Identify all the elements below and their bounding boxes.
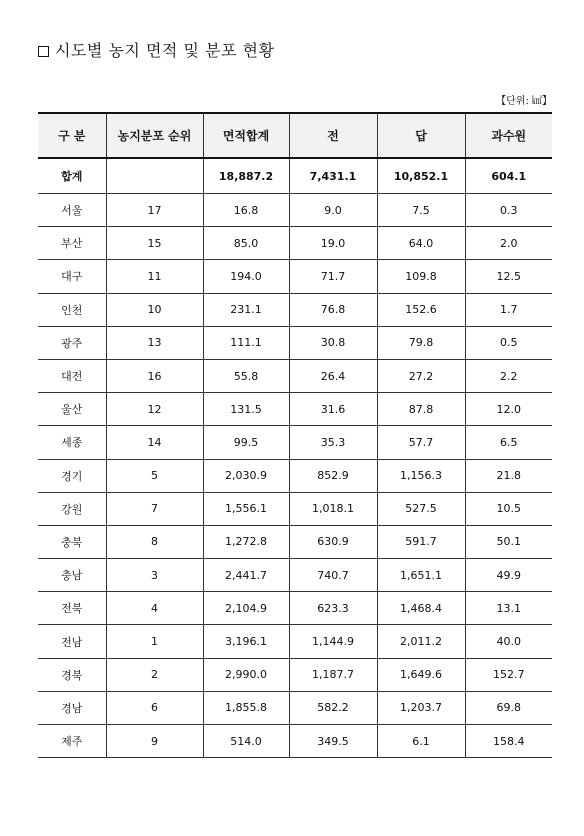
cell-area: 111.1 — [203, 326, 289, 359]
cell-region: 경남 — [38, 691, 106, 724]
cell-rank: 1 — [106, 625, 203, 658]
cell-region: 제주 — [38, 725, 106, 758]
table-row — [38, 393, 552, 426]
table-row — [38, 326, 552, 359]
cell-field: 740.7 — [289, 559, 377, 592]
cell-orchard: 6.5 — [465, 426, 552, 459]
cell-paddy: 57.7 — [377, 426, 465, 459]
cell-paddy: 1,651.1 — [377, 559, 465, 592]
cell-rank: 6 — [106, 691, 203, 724]
cell-field: 582.2 — [289, 691, 377, 724]
cell-orchard: 49.9 — [465, 559, 552, 592]
cell-region: 세종 — [38, 426, 106, 459]
header-area: 면적합계 — [203, 113, 289, 158]
cell-field: 349.5 — [289, 725, 377, 758]
table-row — [38, 194, 552, 227]
cell-field: 71.7 — [289, 260, 377, 293]
cell-rank: 5 — [106, 459, 203, 492]
cell-rank: 17 — [106, 194, 203, 227]
cell-area: 85.0 — [203, 227, 289, 260]
table-row — [38, 359, 552, 392]
cell-region: 부산 — [38, 227, 106, 260]
cell-field: 630.9 — [289, 525, 377, 558]
cell-orchard: 0.5 — [465, 326, 552, 359]
cell-field: 623.3 — [289, 592, 377, 625]
cell-rank — [106, 158, 203, 194]
cell-region: 충북 — [38, 525, 106, 558]
cell-field: 852.9 — [289, 459, 377, 492]
cell-area: 2,990.0 — [203, 658, 289, 691]
cell-area: 1,855.8 — [203, 691, 289, 724]
cell-field: 31.6 — [289, 393, 377, 426]
cell-region: 합계 — [38, 158, 106, 194]
cell-paddy: 6.1 — [377, 725, 465, 758]
cell-rank: 10 — [106, 293, 203, 326]
cell-paddy: 87.8 — [377, 393, 465, 426]
cell-orchard: 152.7 — [465, 658, 552, 691]
cell-rank: 4 — [106, 592, 203, 625]
cell-rank: 15 — [106, 227, 203, 260]
table-row — [38, 691, 552, 724]
cell-region: 서울 — [38, 194, 106, 227]
cell-rank: 9 — [106, 725, 203, 758]
cell-rank: 3 — [106, 559, 203, 592]
cell-paddy: 10,852.1 — [377, 158, 465, 194]
cell-region: 전남 — [38, 625, 106, 658]
cell-orchard: 0.3 — [465, 194, 552, 227]
cell-area: 16.8 — [203, 194, 289, 227]
cell-field: 19.0 — [289, 227, 377, 260]
cell-orchard: 21.8 — [465, 459, 552, 492]
total-row — [38, 158, 552, 194]
header-orchard: 과수원 — [465, 113, 552, 158]
cell-paddy: 1,468.4 — [377, 592, 465, 625]
cell-region: 대구 — [38, 260, 106, 293]
cell-region: 광주 — [38, 326, 106, 359]
cell-orchard: 69.8 — [465, 691, 552, 724]
cell-paddy: 1,649.6 — [377, 658, 465, 691]
cell-rank: 16 — [106, 359, 203, 392]
table-row — [38, 426, 552, 459]
header-region: 구 분 — [38, 113, 106, 158]
table-row — [38, 658, 552, 691]
cell-area: 2,104.9 — [203, 592, 289, 625]
cell-orchard: 13.1 — [465, 592, 552, 625]
cell-orchard: 158.4 — [465, 725, 552, 758]
cell-rank: 11 — [106, 260, 203, 293]
table-row — [38, 459, 552, 492]
cell-paddy: 1,156.3 — [377, 459, 465, 492]
cell-region: 대전 — [38, 359, 106, 392]
page-title-text: 시도별 농지 면적 및 분포 현황 — [55, 41, 275, 60]
table-row — [38, 625, 552, 658]
page-title — [38, 40, 274, 62]
cell-field: 1,187.7 — [289, 658, 377, 691]
cell-field: 1,018.1 — [289, 492, 377, 525]
cell-region: 경기 — [38, 459, 106, 492]
table-header-row — [38, 113, 552, 158]
checkbox-square-icon — [38, 46, 49, 57]
cell-rank: 12 — [106, 393, 203, 426]
cell-paddy: 152.6 — [377, 293, 465, 326]
cell-paddy: 2,011.2 — [377, 625, 465, 658]
cell-area: 2,441.7 — [203, 559, 289, 592]
cell-region: 인천 — [38, 293, 106, 326]
cell-paddy: 527.5 — [377, 492, 465, 525]
cell-area: 514.0 — [203, 725, 289, 758]
cell-area: 131.5 — [203, 393, 289, 426]
table-row — [38, 227, 552, 260]
unit-label: 【단위: ㎢】 — [496, 96, 552, 107]
farmland-table — [38, 112, 552, 758]
header-paddy: 답 — [377, 113, 465, 158]
cell-region: 울산 — [38, 393, 106, 426]
table-row — [38, 260, 552, 293]
cell-area: 18,887.2 — [203, 158, 289, 194]
table-row — [38, 559, 552, 592]
cell-rank: 13 — [106, 326, 203, 359]
cell-paddy: 27.2 — [377, 359, 465, 392]
cell-orchard: 12.5 — [465, 260, 552, 293]
cell-field: 1,144.9 — [289, 625, 377, 658]
cell-orchard: 2.2 — [465, 359, 552, 392]
header-field: 전 — [289, 113, 377, 158]
cell-rank: 2 — [106, 658, 203, 691]
cell-area: 231.1 — [203, 293, 289, 326]
cell-orchard: 10.5 — [465, 492, 552, 525]
table-row — [38, 725, 552, 758]
cell-field: 35.3 — [289, 426, 377, 459]
cell-area: 194.0 — [203, 260, 289, 293]
cell-region: 충남 — [38, 559, 106, 592]
cell-field: 76.8 — [289, 293, 377, 326]
table-row — [38, 293, 552, 326]
cell-orchard: 40.0 — [465, 625, 552, 658]
table-row — [38, 525, 552, 558]
cell-area: 1,556.1 — [203, 492, 289, 525]
cell-orchard: 1.7 — [465, 293, 552, 326]
cell-orchard: 12.0 — [465, 393, 552, 426]
cell-region: 강원 — [38, 492, 106, 525]
cell-paddy: 79.8 — [377, 326, 465, 359]
cell-region: 경북 — [38, 658, 106, 691]
cell-area: 3,196.1 — [203, 625, 289, 658]
cell-orchard: 604.1 — [465, 158, 552, 194]
cell-area: 55.8 — [203, 359, 289, 392]
cell-rank: 8 — [106, 525, 203, 558]
cell-orchard: 50.1 — [465, 525, 552, 558]
cell-rank: 14 — [106, 426, 203, 459]
cell-paddy: 109.8 — [377, 260, 465, 293]
header-rank: 농지분포 순위 — [106, 113, 203, 158]
cell-region: 전북 — [38, 592, 106, 625]
cell-area: 1,272.8 — [203, 525, 289, 558]
cell-orchard: 2.0 — [465, 227, 552, 260]
cell-paddy: 1,203.7 — [377, 691, 465, 724]
table-row — [38, 492, 552, 525]
table-row — [38, 592, 552, 625]
cell-paddy: 64.0 — [377, 227, 465, 260]
cell-field: 30.8 — [289, 326, 377, 359]
cell-field: 9.0 — [289, 194, 377, 227]
cell-rank: 7 — [106, 492, 203, 525]
cell-paddy: 7.5 — [377, 194, 465, 227]
cell-area: 99.5 — [203, 426, 289, 459]
cell-paddy: 591.7 — [377, 525, 465, 558]
cell-field: 26.4 — [289, 359, 377, 392]
cell-field: 7,431.1 — [289, 158, 377, 194]
cell-area: 2,030.9 — [203, 459, 289, 492]
